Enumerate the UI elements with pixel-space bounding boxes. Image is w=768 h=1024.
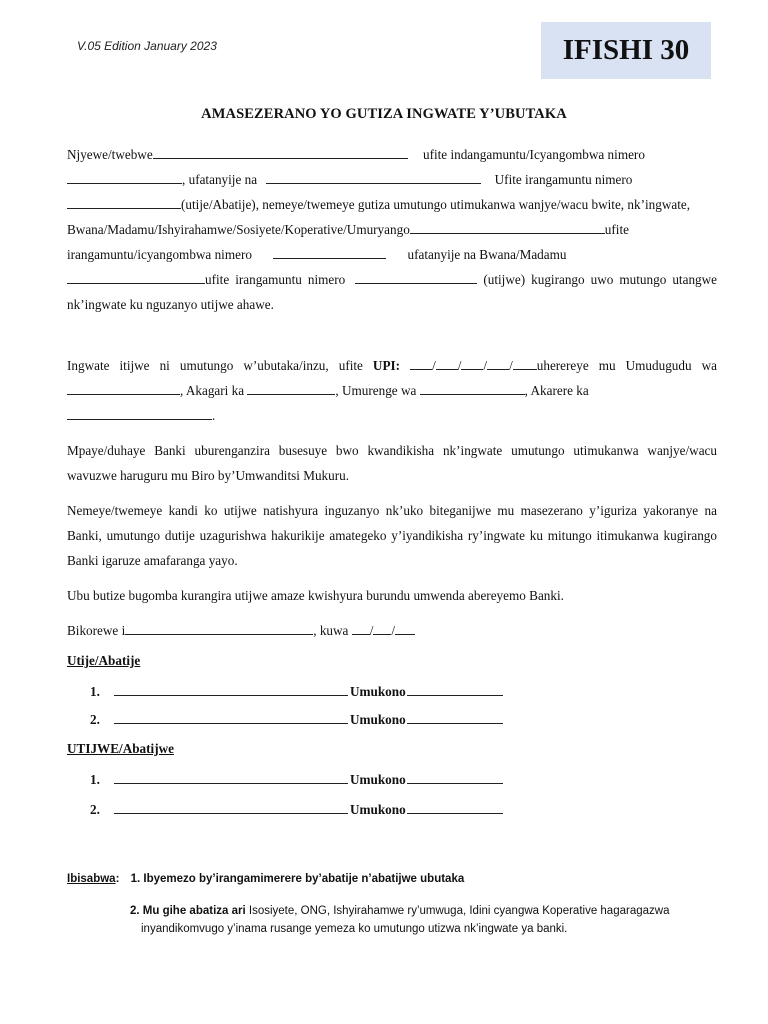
text: , Akarere ka bbox=[524, 383, 589, 398]
year-blank[interactable] bbox=[395, 621, 415, 635]
text: Njyewe/twebwe bbox=[67, 147, 153, 162]
borrower-name-blank[interactable] bbox=[114, 771, 348, 784]
month-blank[interactable] bbox=[373, 621, 391, 635]
lenders-heading: Utije/Abatije bbox=[67, 653, 141, 668]
requirement-2: 2. Mu gihe abatiza ari Isosiyete, ONG, Ishyirahamwe ry’umwuga, Idini cyangwa Koperative hagaragazwa inyandikomvugo y’inama rusange yemeza ko umutungo utizwa nk’ingwate ya banki. bbox=[130, 905, 670, 935]
paragraph-parties bbox=[67, 142, 717, 317]
upi-blank[interactable] bbox=[436, 356, 458, 370]
text: Ingwate itijwe ni umutungo w’ubutaka/inzu, ufite bbox=[67, 358, 363, 373]
text: Bwana/Madamu/Ishyirahamwe/Sosiyete/Koperative/Umuryango bbox=[67, 222, 410, 237]
borrower-signature-blank[interactable] bbox=[407, 801, 503, 814]
paragraph-collateral: Ingwate itijwe ni umutungo w’ubutaka/inzu, ufite UPI: / / / / uherereye mu Umudugudu wa, Akagari ka , Umurenge wa , Akarere ka . bbox=[67, 358, 717, 423]
id-number-blank[interactable] bbox=[67, 170, 182, 184]
id-number-blank[interactable] bbox=[273, 245, 386, 259]
lender-name-blank[interactable] bbox=[114, 711, 348, 724]
text: ufite irangamuntu nimero bbox=[205, 272, 346, 287]
text: ufite irangamuntu/icyangombwa nimero bbox=[67, 222, 629, 262]
co-beneficiary-blank[interactable] bbox=[67, 270, 205, 284]
sector-blank[interactable] bbox=[420, 381, 525, 395]
text: , Umurenge wa bbox=[335, 383, 417, 398]
paragraph-termination: Ubu butize bugomba kurangira utijwe amaze kwishyura burundu umwenda abereyemo Banki. bbox=[67, 588, 564, 603]
upi-blank[interactable] bbox=[513, 356, 537, 370]
lender-signature-row: 1. Umukono bbox=[90, 683, 503, 700]
upi-blank[interactable] bbox=[487, 356, 509, 370]
text: Bikorewe i bbox=[67, 623, 126, 638]
id-number-blank[interactable] bbox=[67, 195, 181, 209]
upi-label: UPI: bbox=[372, 358, 401, 373]
day-blank[interactable] bbox=[352, 621, 370, 635]
text: (utije/Abatije), nemeye/twemeye gutiza umutungo utimukanwa wanjye/wacu bwite, nk’ingwate, bbox=[181, 197, 691, 212]
edition-label: V.05 Edition January 2023 bbox=[77, 39, 217, 53]
text: ufite indangamuntu/Icyangombwa nimero bbox=[422, 147, 645, 162]
paragraph-default: Nemeye/twemeye kandi ko utijwe natishyura inguzanyo nk’uko biteganijwe mu masezerano y’iguriza yakoranye na Banki, umutungo dutije uzagurishwa hakurikije amategeko y’iyandikisha ry’ingwate ku mitungo itimukanwa kugirango Banki igaruze amafaranga yayo. bbox=[67, 503, 717, 568]
district-blank[interactable] bbox=[67, 406, 212, 420]
signed-at-line: Bikorewe i , kuwa / / bbox=[67, 618, 717, 643]
co-owner-blank[interactable] bbox=[266, 170, 481, 184]
borrower-name-blank[interactable] bbox=[114, 801, 348, 814]
form-number: IFISHI 30 bbox=[562, 34, 690, 66]
lender-signature-row: 2. Umukono bbox=[90, 711, 503, 728]
text: uherereye mu Umudugudu wa bbox=[536, 358, 717, 373]
text: Ufite irangamuntu nimero bbox=[494, 172, 633, 187]
place-blank[interactable] bbox=[125, 621, 313, 635]
requirements-label: Ibisabwa bbox=[67, 873, 116, 885]
text: , ufatanyije na bbox=[182, 172, 258, 187]
village-blank[interactable] bbox=[67, 381, 180, 395]
text: (utijwe) kugirango uwo mutungo utangwe nk’ingwate ku nguzanyo utijwe ahawe. bbox=[67, 272, 718, 312]
lender-signature-blank[interactable] bbox=[407, 711, 503, 724]
id-number-blank[interactable] bbox=[355, 270, 477, 284]
requirements-note: Ibisabwa: 1. Ibyemezo by’irangamimerere by’abatije n’abatijwe ubutaka bbox=[67, 873, 465, 885]
text: , kuwa bbox=[313, 623, 349, 638]
form-number-box bbox=[541, 22, 711, 79]
cell-blank[interactable] bbox=[247, 381, 335, 395]
lender-name-blank[interactable] bbox=[114, 683, 348, 696]
borrower-signature-blank[interactable] bbox=[407, 771, 503, 784]
borrower-signature-row: 1. Umukono bbox=[90, 771, 503, 788]
requirement-1: 1. Ibyemezo by’irangamimerere by’abatije n’abatijwe ubutaka bbox=[130, 873, 465, 885]
upi-blank[interactable] bbox=[410, 356, 432, 370]
paragraph-registration: Mpaye/duhaye Banki uburenganzira busesuye bwo kwandikisha nk’ingwate umutungo utimukanwa wanjye/wacu wavuzwe haruguru mu Biro by’Umwanditsi Mukuru. bbox=[67, 443, 717, 483]
upi-blank[interactable] bbox=[461, 356, 483, 370]
beneficiary-blank[interactable] bbox=[410, 220, 605, 234]
text: . bbox=[212, 408, 216, 423]
lender-signature-blank[interactable] bbox=[407, 683, 503, 696]
name-blank[interactable] bbox=[153, 145, 408, 159]
borrowers-heading: UTIJWE/Abatijwe bbox=[67, 741, 174, 756]
text: ufatanyije na Bwana/Madamu bbox=[407, 247, 567, 262]
text: , Akagari ka bbox=[180, 383, 245, 398]
borrower-signature-row: 2. Umukono bbox=[90, 801, 503, 818]
document-title: AMASEZERANO YO GUTIZA INGWATE Y’UBUTAKA bbox=[201, 106, 567, 122]
